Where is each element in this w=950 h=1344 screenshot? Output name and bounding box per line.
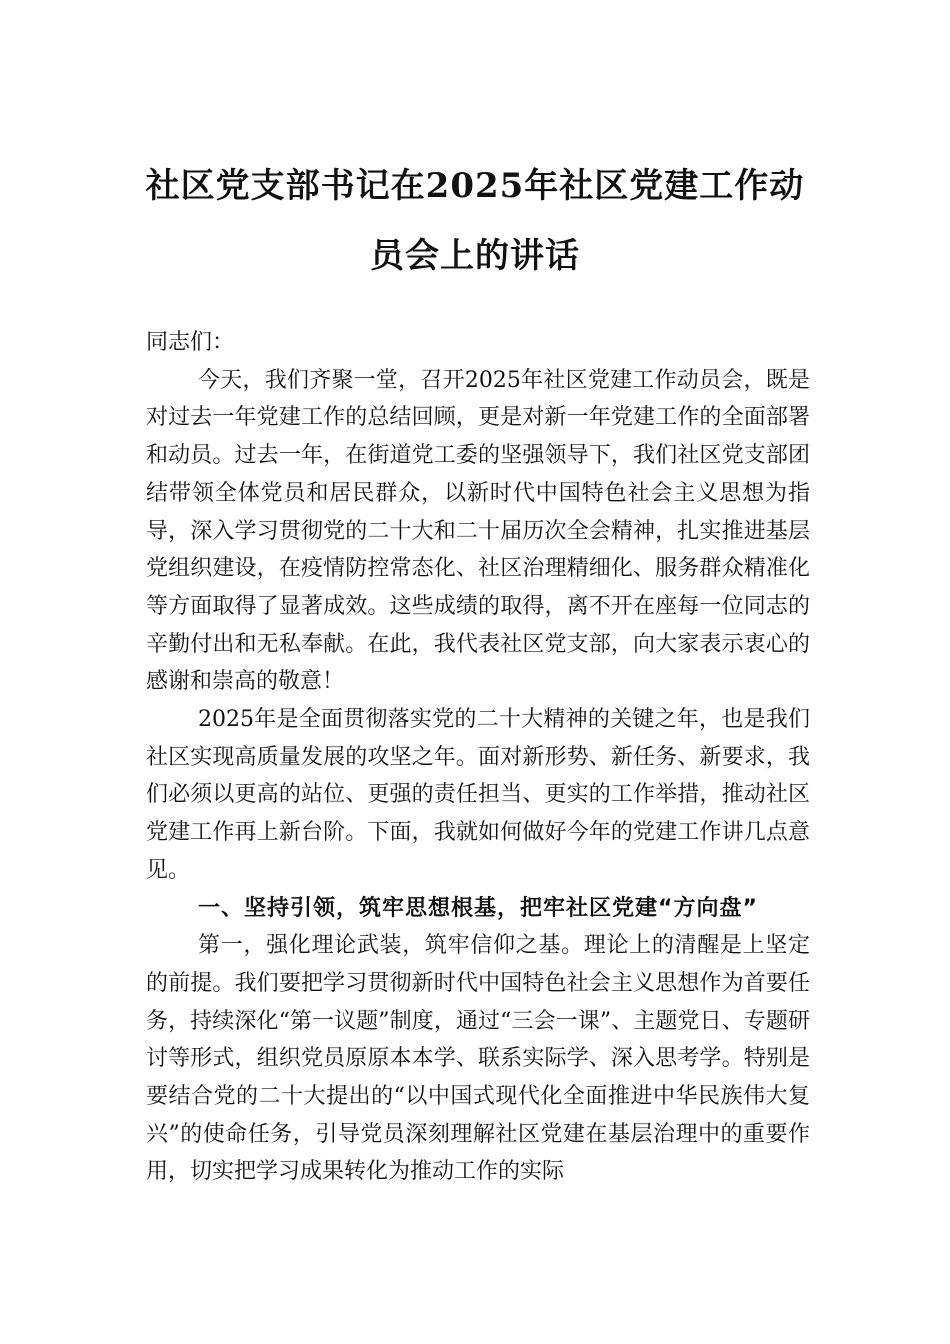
paragraph-context: 2025年是全面贯彻落实党的二十大精神的关键之年，也是我们社区实现高质量发展的攻坚之年。面对新形势、新任务、新要求，我们必须以更高的站位、更强的责任担当、更实的工作举措，推动社区党建工作再上新台阶。下面，我就如何做好今年的党建工作讲几点意见。 <box>146 707 810 883</box>
document-title-line-2: 员会上的讲话 <box>370 236 580 276</box>
document-title-line-1: 社区党支部书记在2025年社区党建工作动 <box>145 166 805 206</box>
document-body <box>146 324 810 1191</box>
paragraph-opening: 今天，我们齐聚一堂，召开2025年社区党建工作动员会，既是对过去一年党建工作的总结回顾，更是对新一年党建工作的全面部署和动员。过去一年，在街道党工委的坚强领导下，我们社区党支部团结带领全体党员和居民群众，以新时代中国特色社会主义思想为指导，深入学习贯彻党的二十大和二十届历次全会精神，扎实推进基层党组织建设，在疫情防控常态化、社区治理精细化、服务群众精准化等方面取得了显著成效。这些成绩的取得，离不开在座每一位同志的辛勤付出和无私奉献。在此，我代表社区党支部，向大家表示衷心的感谢和崇高的敬意！ <box>146 367 810 695</box>
section-heading-1: 一、坚持引领，筑牢思想根基，把牢社区党建“方向盘” <box>198 895 758 921</box>
salutation: 同志们： <box>146 330 235 355</box>
paragraph-section-1: 第一，强化理论武装，筑牢信仰之基。理论上的清醒是上坚定的前提。我们要把学习贯彻新时代中国特色社会主义思想作为首要任务，持续深化“第一议题”制度，通过“三会一课”、主题党日、专题研讨等形式，组织党员原原本本学、联系实际学、深入思考学。特别是要结合党的二十大提出的“以中国式现代化全面推进中华民族伟大复兴”的使命任务，引导党员深刻理解社区党建在基层治理中的重要作用，切实把学习成果转化为推动工作的实际 <box>146 933 810 1185</box>
